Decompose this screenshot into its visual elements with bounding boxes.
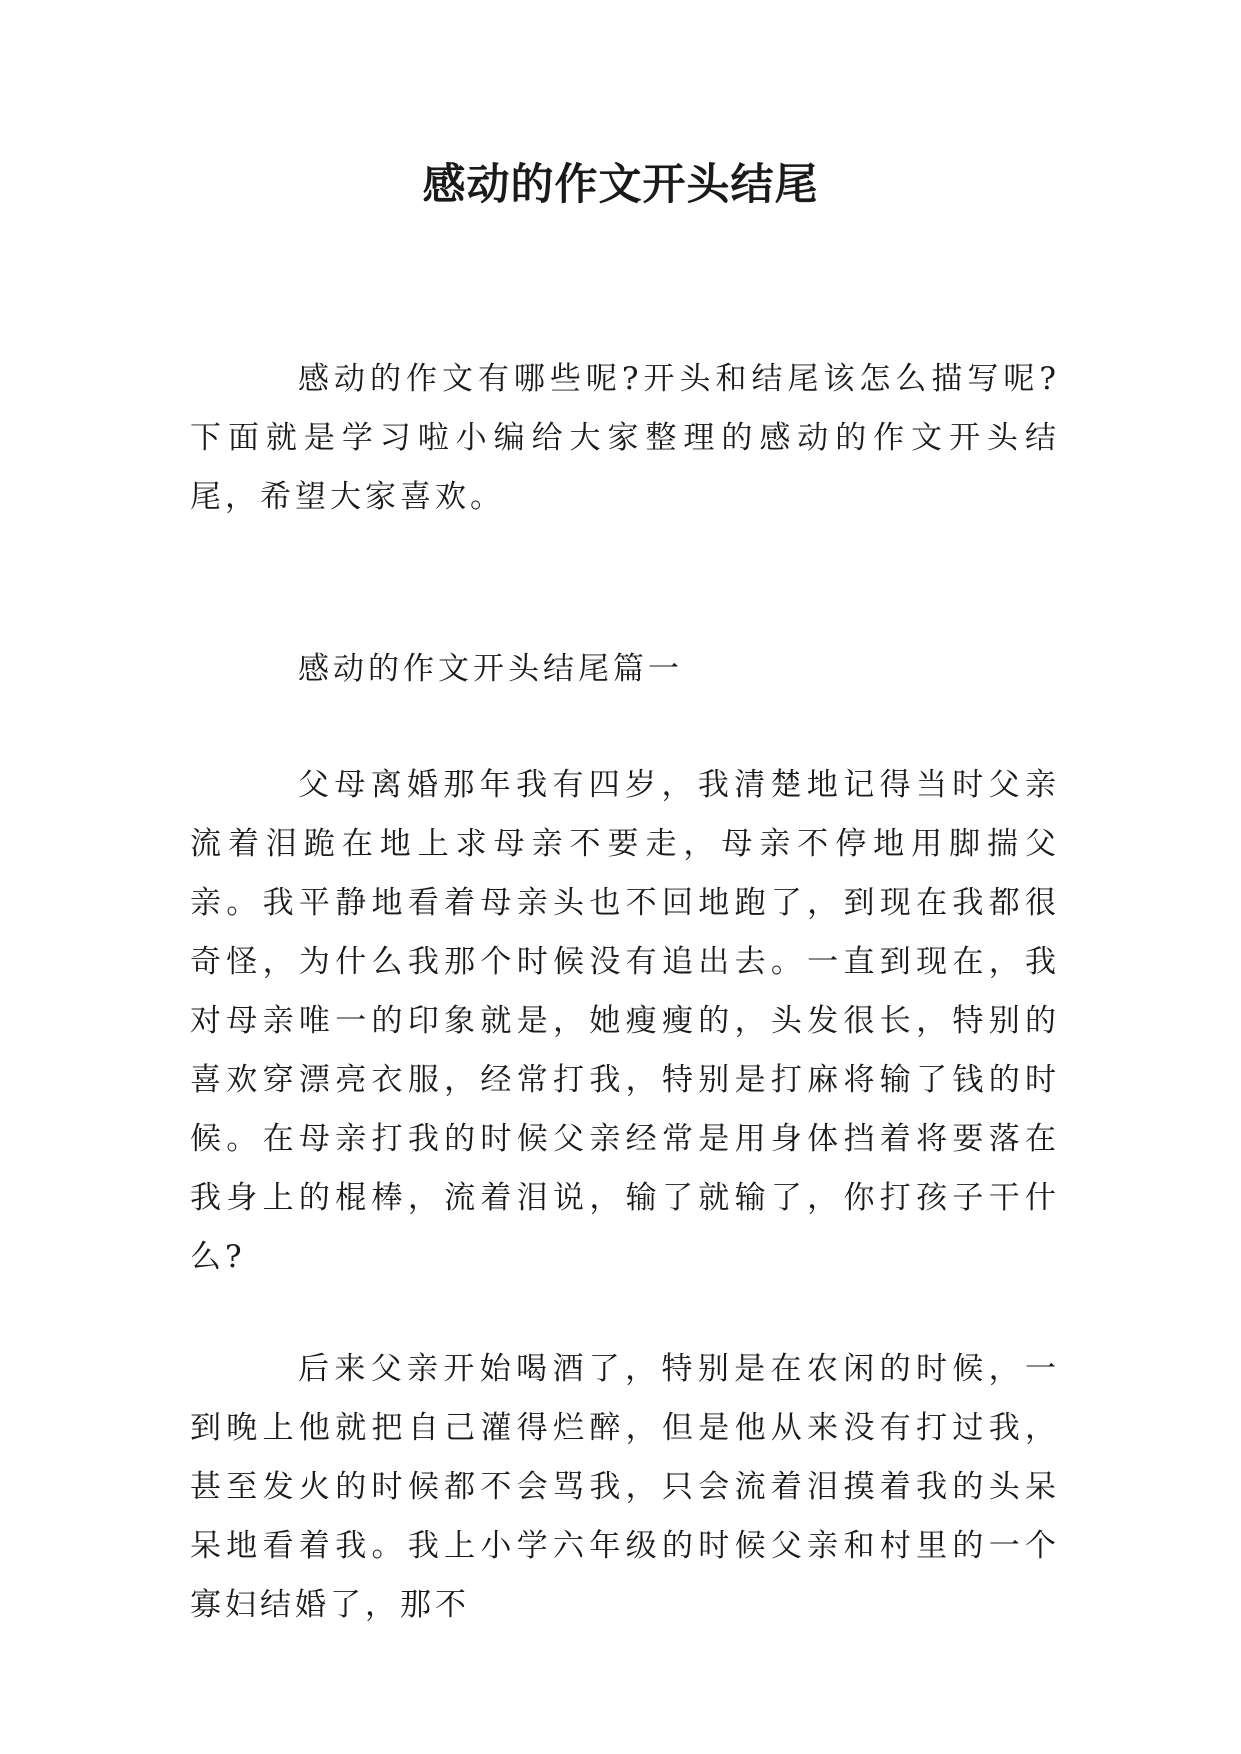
document-title: 感动的作文开头结尾 xyxy=(422,160,819,210)
body-paragraph: 父母离婚那年我有四岁，我清楚地记得当时父亲流着泪跪在地上求母亲不要走，母亲不停地用脚揣父亲。我平静地看着母亲头也不回地跑了，到现在我都很奇怪，为什么我那个时候没有追出去。一直到现在，我对母亲唯一的印象就是，她瘦瘦的，头发很长，特别的喜欢穿漂亮衣服，经常打我，特别是打麻将输了钱的时候。在母亲打我的时候父亲经常是用身体挡着将要落在我身上的棍棒，流着泪说，输了就输了，你打孩子干什么? xyxy=(190,767,1060,1275)
body-paragraph: 后来父亲开始喝酒了，特别是在农闲的时候，一到晚上他就把自己灌得烂醉，但是他从来没有打过我，甚至发火的时候都不会骂我，只会流着泪摸着我的头呆呆地看着我。我上小学六年级的时候父亲和村里的一个寡妇结婚了，那不 xyxy=(190,1351,1060,1623)
intro-paragraph: 感动的作文有哪些呢?开头和结尾该怎么描写呢?下面就是学习啦小编给大家整理的感动的作文开头结尾，希望大家喜欢。 xyxy=(190,361,1060,515)
section-heading: 感动的作文开头结尾篇一 xyxy=(298,651,683,687)
